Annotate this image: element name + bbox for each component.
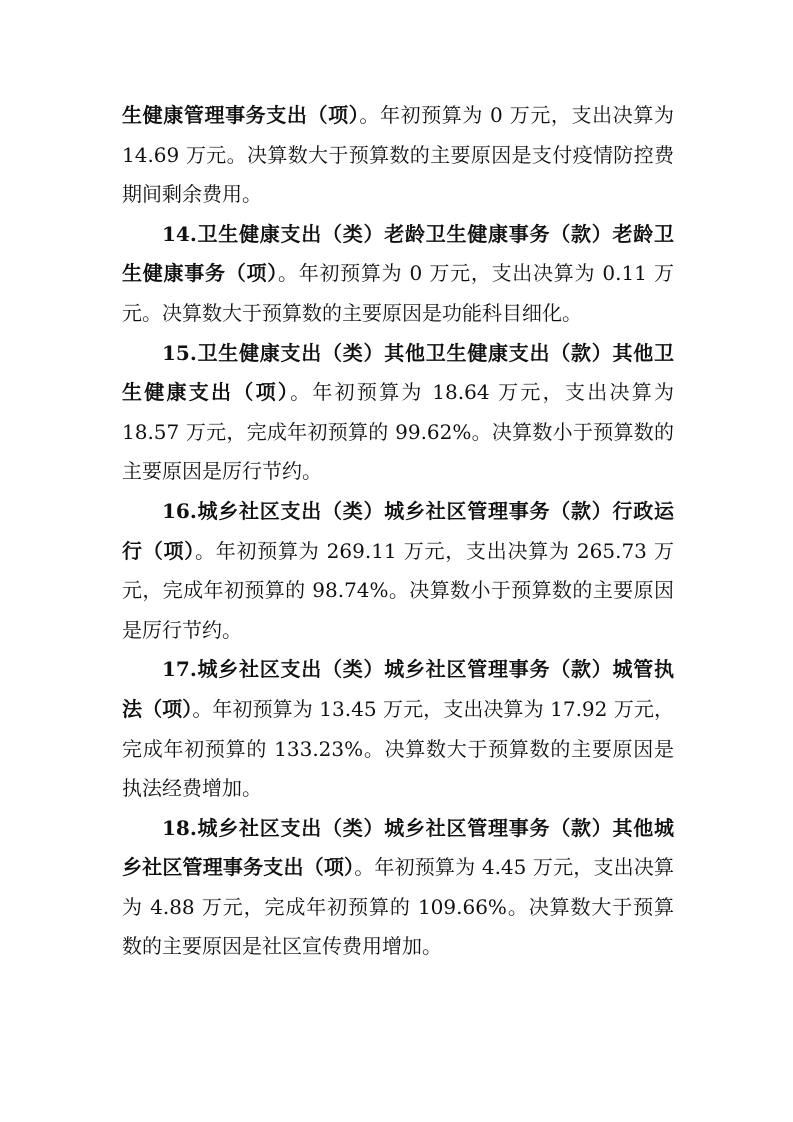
paragraph-heading: 生健康管理事务支出（项）	[122, 103, 360, 127]
paragraph-heading: 17.城乡社区支出（类）城乡社区管理事务（款）城管执法（项）	[122, 657, 674, 721]
paragraph-body: 。年初预算为 18.64 万元，支出决算为 18.57 万元，完成年初预算的 99.62%。决算数小于预算数的主要原因是厉行节约。	[122, 380, 674, 484]
paragraph-heading: 15.卫生健康支出（类）其他卫生健康支出（款）其他卫生健康支出（项）	[122, 340, 674, 405]
paragraph-heading: 18.城乡社区支出（类）城乡社区管理事务（款）其他城乡社区管理事务支出（项）	[122, 815, 674, 880]
paragraph-heading: 14.卫生健康支出（类）老龄卫生健康事务（款）老龄卫生健康事务（项）	[122, 221, 674, 286]
paragraph-item-14	[122, 215, 674, 334]
document-page	[122, 96, 674, 967]
paragraph-item-17	[122, 650, 674, 808]
paragraph-body: 。年初预算为 269.11 万元，支出决算为 265.73 万元，完成年初预算的 98.74%。决算数小于预算数的主要原因是厉行节约。	[122, 538, 675, 642]
paragraph-item-16	[122, 492, 674, 650]
paragraph-item-18	[122, 809, 674, 967]
paragraph-body: 。年初预算为 4.45 万元，支出决算为 4.88 万元，完成年初预算的 109.66%。决算数大于预算数的主要原因是社区宣传费用增加。	[122, 855, 675, 959]
paragraph-body: 。年初预算为 13.45 万元，支出决算为 17.92 万元，完成年初预算的 133.23%。决算数大于预算数的主要原因是执法经费增加。	[122, 696, 674, 801]
paragraph-heading: 16.城乡社区支出（类）城乡社区管理事务（款）行政运行（项）	[122, 498, 674, 563]
paragraph-body: 。年初预算为 0 万元，支出决算为 14.69 万元。决算数大于预算数的主要原因是支付疫情防控费期间剩余费用。	[122, 103, 674, 207]
paragraph-continued	[122, 96, 674, 215]
paragraph-item-15	[122, 334, 674, 492]
paragraph-body: 。年初预算为 0 万元，支出决算为 0.11 万元。决算数大于预算数的主要原因是功能科目细化。	[122, 261, 675, 325]
